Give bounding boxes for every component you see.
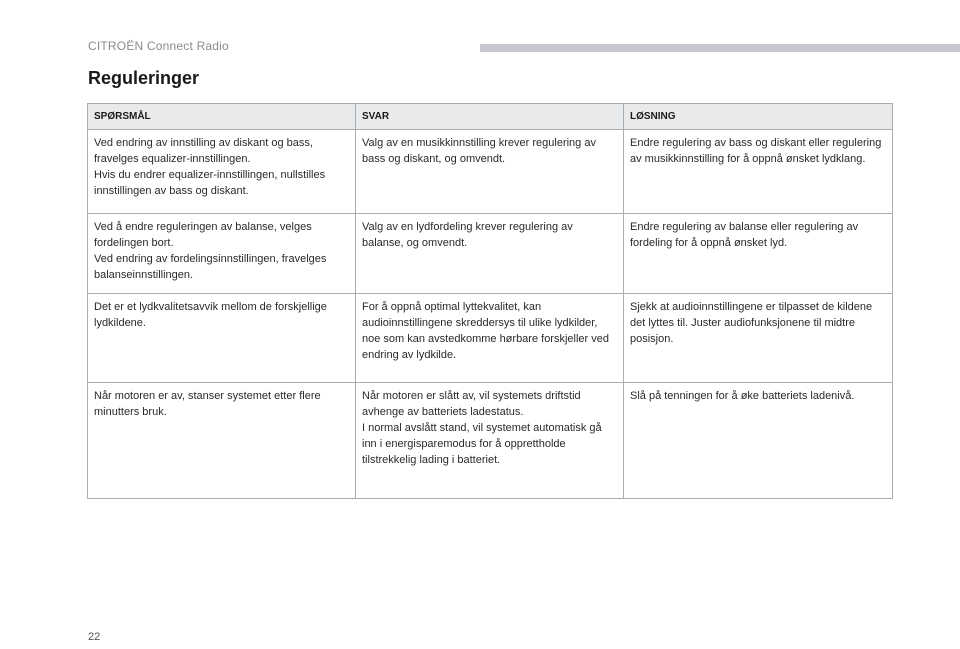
column-header-solution: LØSNING [624,104,893,130]
cell-question: Det er et lydkvalitetsavvik mellom de forskjellige lydkildene. [88,294,356,383]
header-brand: CITROËN Connect Radio [88,39,229,53]
table-row [88,383,893,499]
table-row [88,214,893,294]
cell-solution: Endre regulering av bass og diskant eller regulering av musikkinnstilling for å oppnå ønsket lydklang. [624,130,893,214]
cell-answer: Valg av en musikkinnstilling krever regulering av bass og diskant, og omvendt. [356,130,624,214]
cell-answer: For å oppnå optimal lyttekvalitet, kan audioinnstillingene skreddersys til ulike lydkilder, noe som kan avstedkomme hørbare forskjeller ved endring av lydkilde. [356,294,624,383]
cell-answer: Valg av en lydfordeling krever regulering av balanse, og omvendt. [356,214,624,294]
table-header-row [88,104,893,130]
cell-solution: Sjekk at audioinnstillingene er tilpasset de kildene det lyttes til. Juster audiofunksjonene til midtre posisjon. [624,294,893,383]
page-number: 22 [88,631,101,643]
cell-question: Ved å endre reguleringen av balanse, velges fordelingen bort. Ved endring av fordelingsinnstillingen, fravelges balanseinnstillingen. [88,214,356,294]
cell-solution: Endre regulering av balanse eller regulering av fordeling for å oppnå ønsket lyd. [624,214,893,294]
header-decorative-bar [480,44,960,52]
table-row [88,294,893,383]
cell-solution: Slå på tenningen for å øke batteriets ladenivå. [624,383,893,499]
cell-question: Når motoren er av, stanser systemet etter flere minutters bruk. [88,383,356,499]
column-header-answer: SVAR [356,104,624,130]
faq-table [87,103,893,499]
column-header-question: SPØRSMÅL [88,104,356,130]
cell-answer: Når motoren er slått av, vil systemets driftstid avhenge av batteriets ladestatus. I normal avslått stand, vil systemet automatisk gå inn i energisparemodus for å opprettholde tilstrekkelig lading i batteriet. [356,383,624,499]
cell-question: Ved endring av innstilling av diskant og bass, fravelges equalizer-innstillingen. Hvis du endrer equalizer-innstillingen, nullstilles innstillingen av bass og diskant. [88,130,356,214]
page-title: Reguleringer [88,68,200,88]
table-row [88,130,893,214]
